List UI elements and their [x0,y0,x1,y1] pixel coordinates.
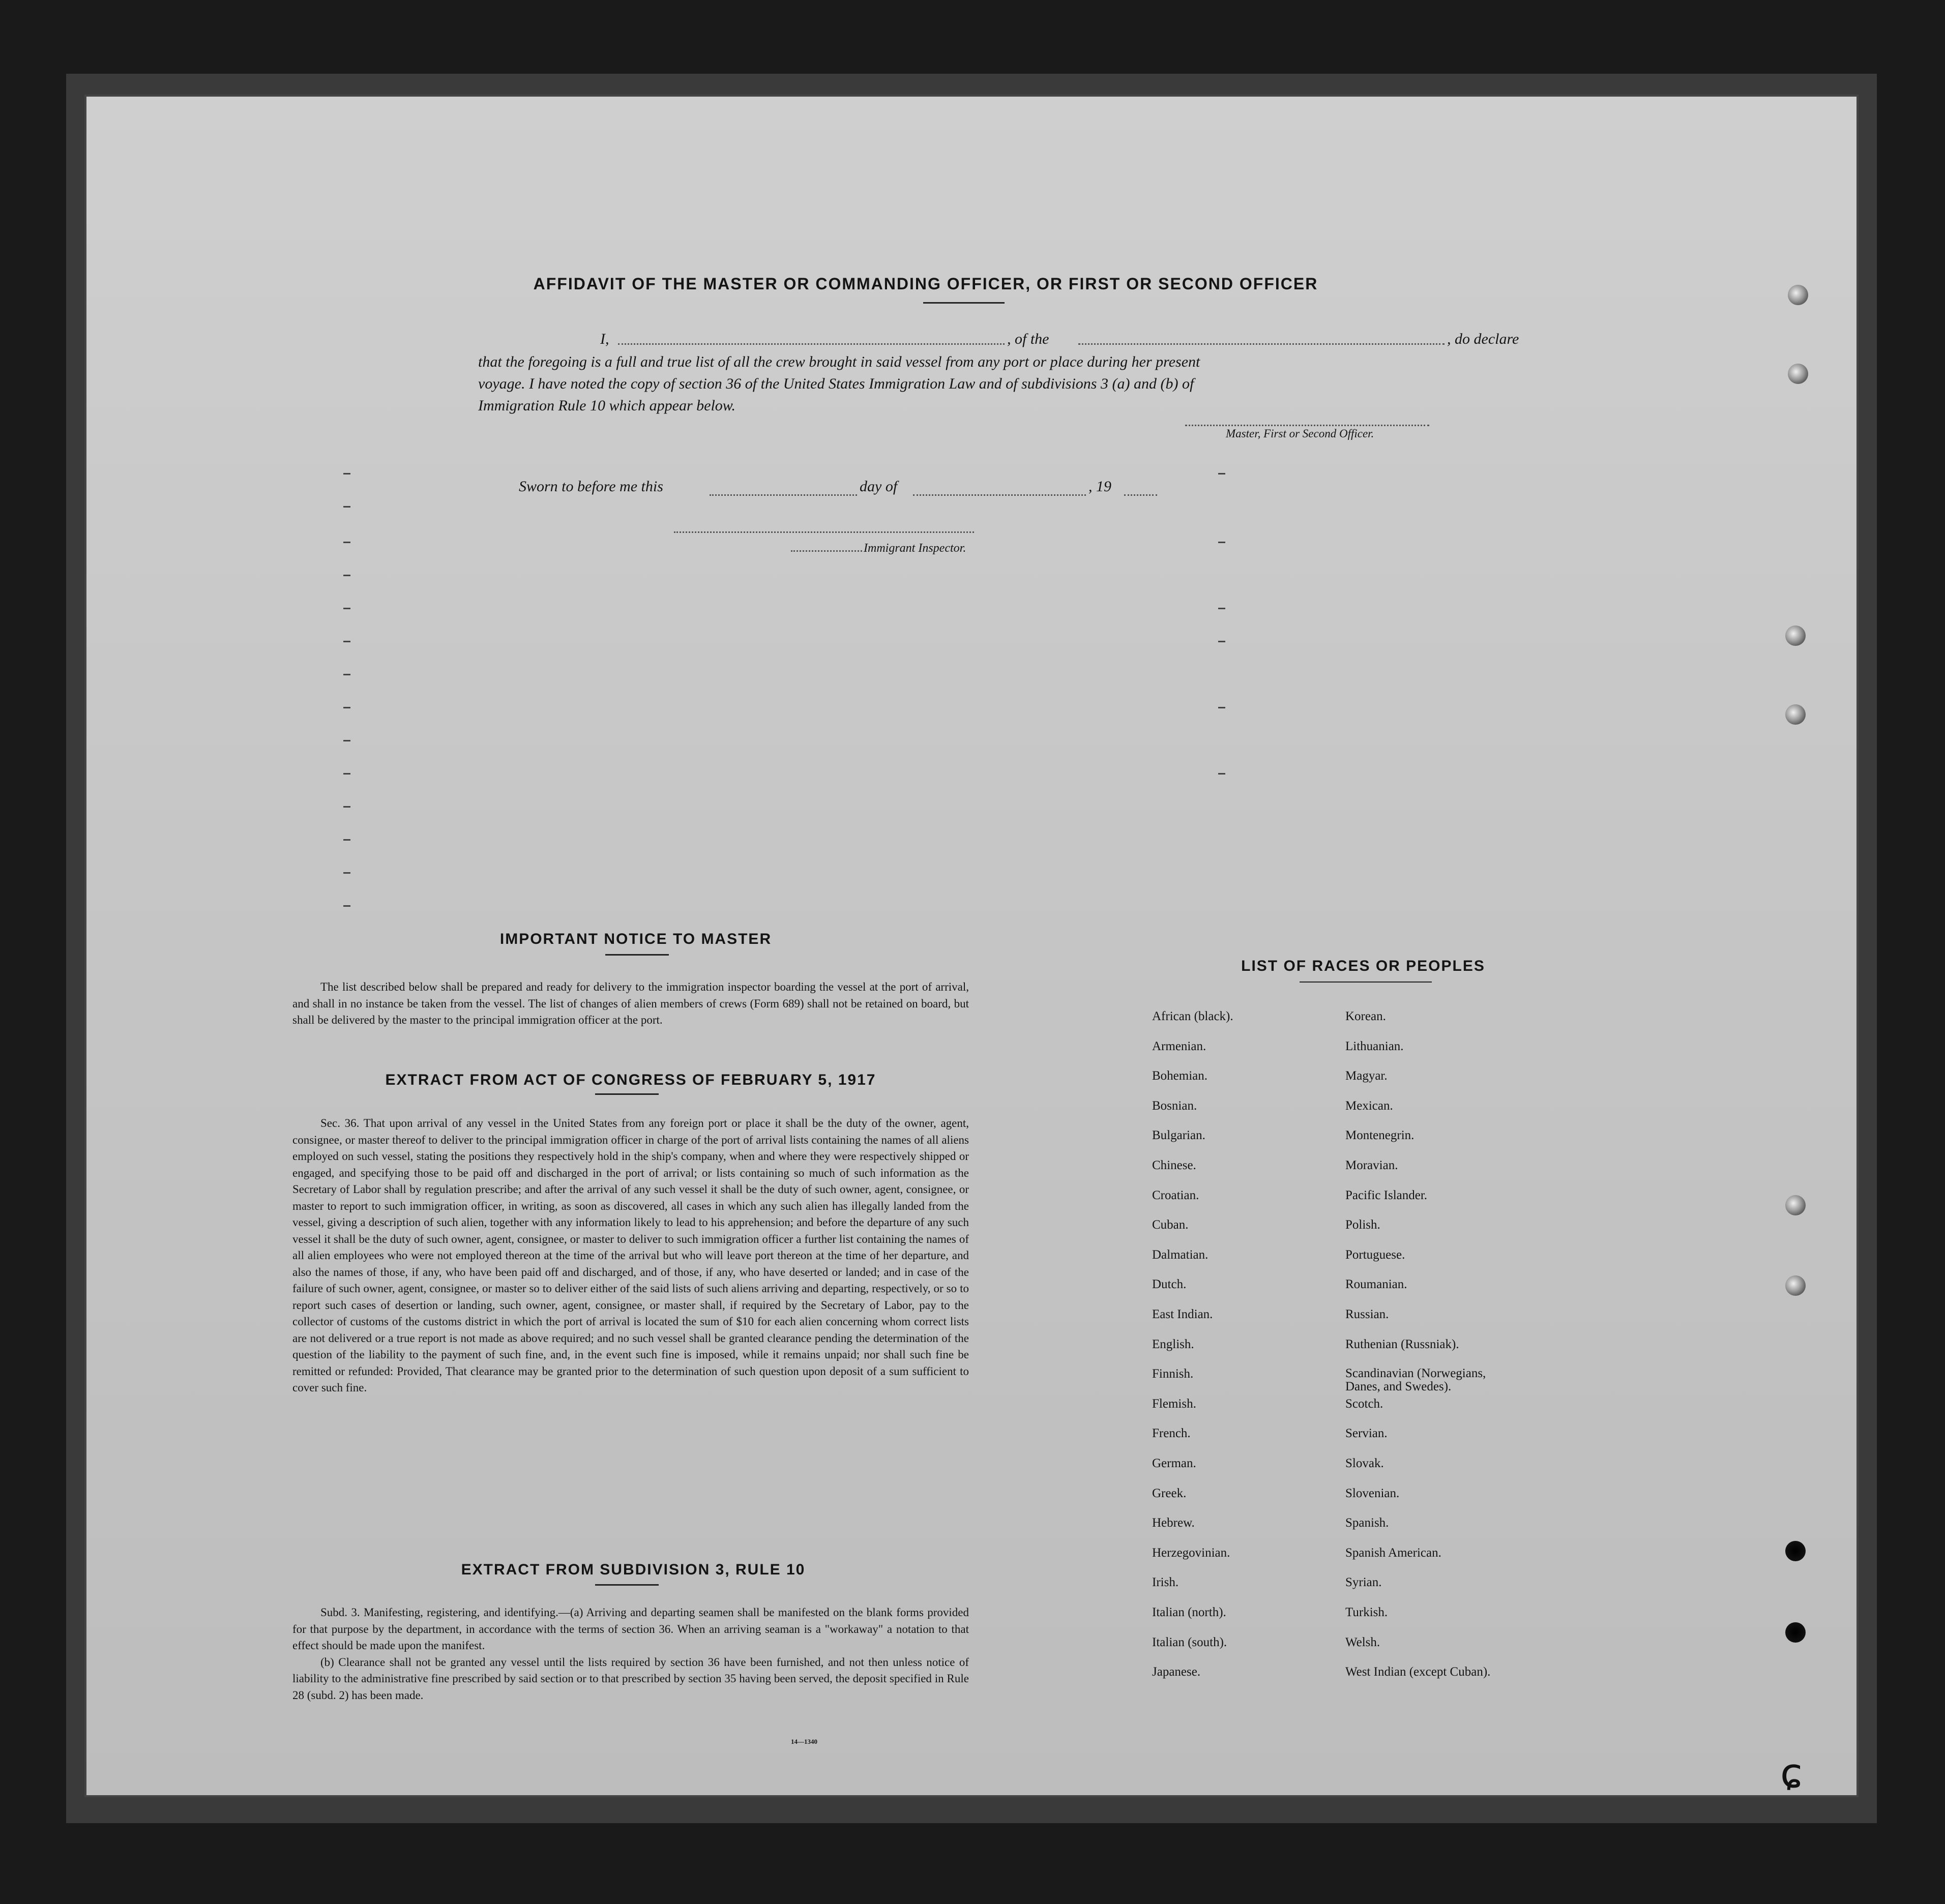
affidavit-line-3: voyage. I have noted the copy of section 36 of the United States Immigration Law and of subdivisions 3 (a) and (b) of [478,375,1194,392]
margin-mark [343,905,350,907]
margin-mark [1218,707,1225,708]
race-item: Lithuanian. [1345,1039,1404,1053]
act-underline [595,1093,659,1095]
punch-hole [1785,1195,1806,1215]
rule-underline [595,1584,659,1586]
affidavit-of-the: , of the [1007,331,1049,347]
races-underline [1300,981,1432,983]
race-item: Croatian. [1152,1188,1199,1202]
race-item: Pacific Islander. [1345,1188,1428,1202]
margin-mark [1218,608,1225,609]
race-item: Cuban. [1152,1218,1189,1232]
race-item: Japanese. [1152,1665,1201,1679]
act-paragraph: Sec. 36. That upon arrival of any vessel in the United States from any foreign port or place it shall be the duty of the owner, agent, consignee, or master thereof to deliver to the principal immigration officer in charge of the port of arrival lists containing the names of all aliens employed on such vessel, stating the positions they respectively hold in the ship's company, when and where they were respectively shipped or engaged, and specifying those to be paid off and discharged in the port of arrival; or lists containing so much of such information as the Secretary of Labor shall by regulation prescribe; and after the arrival of any such vessel it shall be the duty of such owner, agent, consignee, or master to report to such immigration officer, in writing, as soon as discovered, all cases in which any such alien has illegally landed from the vessel, giving a description of such alien, together with any information likely to lead to his apprehension; and before the departure of any such vessel it shall be the duty of such owner, agent, consignee, or master to deliver to such immigration officer a further list containing the names of all alien employees who were not employed thereon at the time of the arrival but who will leave port thereon at the time of her departure, and also the names of those, if any, who have been paid off and discharged, and of those, if any, who have deserted or landed; and in case of the failure of such owner, agent, consignee, or master so to deliver either of the said lists of such aliens arriving and departing, respectively, or so to report such cases of desertion or landing, such owner, agent, consignee, or master shall, if required by the Secretary of Labor, pay to the collector of customs of the customs district in which the port of arrival is located the sum of $10 for each alien concerning whom correct lists are not delivered or a true report is not made as above required; and no such vessel shall be granted clearance pending the determination of the question of the liability to the payment of such fine, and, in the event such fine is imposed, while it remains unpaid; nor shall such fine be remitted or refunded: Provided, That clearance may be granted prior to the determination of such question upon deposit of a sum sufficient to cover such fine. [292,1117,969,1394]
notice-paragraph: The list described below shall be prepared and ready for delivery to the immigration inspector boarding the vessel at the port of arrival, and shall in no instance be taken from the vessel. The list of changes of alien members of crews (Form 689) shall not be retained on board, but shall be delivered by the master to the principal immigration officer at the port. [292,980,969,1026]
margin-mark [343,608,350,609]
rule-title: EXTRACT FROM SUBDIVISION 3, RULE 10 [461,1561,806,1578]
margin-mark [343,839,350,841]
affidavit-title: AFFIDAVIT OF THE MASTER OR COMMANDING OFFICER, OR FIRST OR SECOND OFFICER [533,275,1318,293]
race-item: Spanish. [1345,1516,1389,1530]
race-item: Portuguese. [1345,1247,1405,1262]
race-item: Dutch. [1152,1277,1187,1292]
race-item: Greek. [1152,1486,1187,1500]
margin-mark [1218,641,1225,642]
race-item: Mexican. [1345,1098,1393,1113]
race-item: African (black). [1152,1009,1233,1023]
rule-paragraph-b: (b) Clearance shall not be granted any vessel until the lists required by section 36 have been furnished, and not then unless notice of liability to the administrative fine prescribed by said section or to that prescribed by section 35 having been served, the deposit specified in Rule 28 (subd. 2) has been made. [292,1655,969,1702]
race-item: Turkish. [1345,1605,1388,1619]
sworn-month-blank [913,479,1086,496]
race-item: Herzegovinian. [1152,1545,1230,1560]
race-item: Hebrew. [1152,1516,1195,1530]
race-item: Moravian. [1345,1158,1398,1172]
race-item: Russian. [1345,1307,1389,1321]
punch-hole [1785,1275,1806,1296]
form-code: 14—1340 [791,1738,817,1745]
vessel-blank [1078,328,1445,345]
sworn-day-of: day of [860,478,898,495]
inspector-signature-line-2 [791,540,862,552]
race-item: German. [1152,1456,1196,1470]
punch-hole [1785,704,1806,725]
margin-mark [343,740,350,741]
race-item: Syrian. [1345,1575,1382,1590]
rule-paragraph-a: Subd. 3. Manifesting, registering, and identifying.—(a) Arriving and departing seamen shall be manifested on the blank forms provided for that purpose by the department, in accordance with the terms of section 36. When an arriving seaman is a "workaway" a notation to that effect should be made upon the manifest. [292,1606,969,1652]
race-item: Servian. [1345,1426,1388,1441]
race-item: Slovenian. [1345,1486,1400,1500]
race-item: West Indian (except Cuban). [1345,1665,1491,1679]
margin-mark [343,707,350,708]
race-item: Magyar. [1345,1069,1388,1083]
race-item: Chinese. [1152,1158,1196,1172]
margin-mark [343,806,350,808]
race-item: Bulgarian. [1152,1128,1205,1143]
race-item: Ruthenian (Russniak). [1345,1337,1459,1351]
affidavit-line-2: that the foregoing is a full and true list of all the crew brought in said vessel from any port or place during her present [478,353,1200,370]
sworn-year: , 19 [1088,478,1111,495]
margin-mark [343,575,350,576]
race-item: Welsh. [1345,1635,1380,1649]
race-item: Bohemian. [1152,1069,1208,1083]
rule-text [292,1604,969,1704]
act-title: EXTRACT FROM ACT OF CONGRESS OF FEBRUARY 5, 1917 [385,1072,876,1088]
margin-mark [343,473,350,474]
margin-mark [343,674,350,675]
sworn-text: Sworn to before me this [519,478,663,495]
notice-underline [605,954,669,956]
punch-hole [1788,364,1808,384]
race-item: Montenegrin. [1345,1128,1414,1143]
race-item: Korean. [1345,1009,1386,1023]
margin-mark [343,773,350,775]
race-item: Italian (north). [1152,1605,1226,1619]
race-item: Scotch. [1345,1396,1383,1411]
affidavit-i: I, [600,331,609,347]
punch-hole [1785,626,1806,646]
affidavit-line-4: Immigration Rule 10 which appear below. [478,397,736,414]
sworn-year-blank [1124,479,1157,496]
race-item: Flemish. [1152,1396,1196,1411]
margin-mark [343,542,350,543]
race-item: Spanish American. [1345,1545,1441,1560]
race-item: Armenian. [1152,1039,1206,1053]
margin-mark [1218,473,1225,474]
punch-hole [1785,1541,1806,1561]
race-item: Slovak. [1345,1456,1384,1470]
race-item: Italian (south). [1152,1635,1227,1649]
margin-mark [343,641,350,642]
inspector-signature-label: Immigrant Inspector. [864,542,966,555]
notice-text [292,979,969,1029]
races-title: LIST OF RACES OR PEOPLES [1241,958,1485,974]
punch-hole [1785,1622,1806,1643]
race-item: East Indian. [1152,1307,1213,1321]
title-underline [923,302,1005,304]
inspector-signature-line [674,521,974,533]
document-page [86,97,1856,1795]
race-item: Scandinavian (Norwegians, Danes, and Swedes). [1345,1366,1486,1394]
affidavit-declare: , do declare [1447,331,1519,347]
margin-mark [343,506,350,508]
margin-mark [1218,542,1225,543]
notice-title: IMPORTANT NOTICE TO MASTER [499,931,772,947]
race-item: Dalmatian. [1152,1247,1209,1262]
race-item: Irish. [1152,1575,1179,1590]
race-item: Polish. [1345,1218,1380,1232]
race-item: French. [1152,1426,1191,1441]
sworn-day-blank [710,479,857,496]
race-item: Bosnian. [1152,1098,1197,1113]
race-item: English. [1152,1337,1194,1351]
act-text [292,1115,969,1396]
master-signature-line [1185,414,1429,426]
punch-hole [1788,285,1808,305]
margin-mark [343,872,350,874]
master-signature-label: Master, First or Second Officer. [1226,427,1374,440]
race-item: Roumanian. [1345,1277,1407,1292]
race-item: Finnish. [1152,1367,1194,1381]
name-blank [618,328,1005,345]
margin-mark [1218,773,1225,775]
handwritten-mark: ɕ [1780,1749,1803,1797]
